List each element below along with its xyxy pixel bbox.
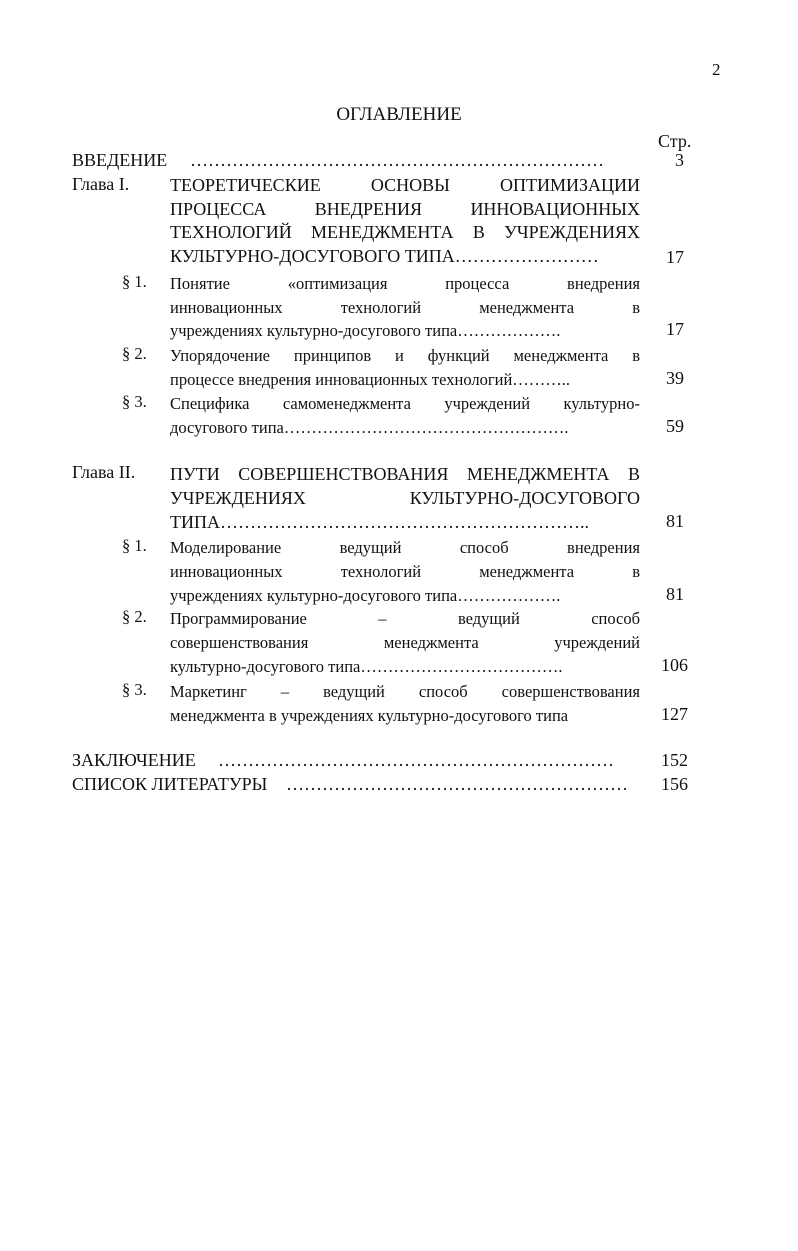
- toc-ch2-s2-page: 106: [661, 655, 688, 675]
- toc-intro-label: ВВЕДЕНИЕ: [72, 150, 168, 170]
- toc-ch2-s3-page: 127: [661, 704, 688, 724]
- toc-ch2-s3-title: [170, 680, 640, 728]
- toc-chapter-1-line: ТЕОРЕТИЧЕСКИЕ ОСНОВЫ ОПТИМИЗАЦИИ: [170, 175, 640, 195]
- toc-references-label: СПИСОК ЛИТЕРАТУРЫ: [72, 774, 268, 794]
- toc-ch1-s1-title: [170, 272, 640, 343]
- toc-ch1-s3-line: Специфика самоменеджмента учреждений культурно-: [170, 394, 640, 413]
- pages-column-header: Стр.: [658, 131, 692, 151]
- toc-ch2-s1-page: 81: [666, 584, 684, 604]
- toc-chapter-1-label: Глава I.: [72, 174, 130, 194]
- toc-ch2-s2-line: совершенствования менеджмента учреждений: [170, 633, 640, 652]
- toc-conclusion-label: ЗАКЛЮЧЕНИЕ: [72, 750, 196, 770]
- toc-ch2-s1-title: [170, 536, 640, 608]
- toc-ch2-s2-title: [170, 607, 640, 679]
- toc-ch2-s1-line: Моделирование ведущий способ внедрения: [170, 538, 640, 557]
- page-number: 2: [712, 60, 721, 79]
- toc-ch1-s2-line: процессе внедрения инновационных технологий………..: [170, 369, 571, 389]
- toc-ch2-s2-line: Программирование – ведущий способ: [170, 609, 640, 628]
- toc-chapter-1-title: [170, 174, 640, 268]
- toc-ch1-s3-page: 59: [666, 416, 684, 436]
- toc-ch1-s3-label: § 3.: [122, 392, 147, 411]
- toc-ch1-s2-line: Упорядочение принципов и функций менеджмента в: [170, 346, 640, 365]
- toc-ch1-s3-title: [170, 392, 640, 439]
- toc-ch1-s1-label: § 1.: [122, 272, 147, 291]
- toc-ch2-s2-line: культурно-досугового типа……………………………….: [170, 657, 563, 676]
- toc-ch2-s1-line: инновационных технологий менеджмента в: [170, 562, 640, 581]
- toc-conclusion-dots: …………………………………………………………: [218, 750, 614, 770]
- toc-chapter-2-line: ПУТИ СОВЕРШЕНСТВОВАНИЯ МЕНЕДЖМЕНТА В: [170, 464, 640, 484]
- toc-chapter-2-title: [170, 462, 640, 534]
- toc-chapter-1-line: КУЛЬТУРНО-ДОСУГОВОГО ТИПА……………………: [170, 245, 599, 266]
- toc-ch1-s1-line: инновационных технологий менеджмента в: [170, 297, 640, 317]
- toc-conclusion-page: 152: [661, 750, 688, 770]
- toc-ch2-s1-label: § 1.: [122, 536, 147, 555]
- toc-references-page: 156: [661, 774, 688, 794]
- toc-chapter-2-page: 81: [666, 511, 684, 531]
- toc-intro-dots: ……………………………………………………………: [190, 150, 604, 170]
- toc-references-dots: …………………………………………………: [286, 774, 628, 794]
- toc-ch2-s3-line: менеджмента в учреждениях культурно-досугового типа: [170, 706, 569, 725]
- toc-ch1-s2-page: 39: [666, 368, 684, 388]
- toc-chapter-2-line: УЧРЕЖДЕНИЯХ КУЛЬТУРНО-ДОСУГОВОГО: [170, 488, 640, 508]
- toc-intro-page: 3: [675, 150, 684, 170]
- toc-ch1-s1-line: Понятие «оптимизация процесса внедрения: [170, 274, 640, 293]
- toc-ch1-s1-page: 17: [666, 319, 684, 339]
- toc-ch2-s2-label: § 2.: [122, 607, 147, 626]
- toc-ch1-s2-label: § 2.: [122, 344, 147, 363]
- toc-chapter-2-label: Глава II.: [72, 462, 136, 482]
- toc-chapter-2-line: ТИПА……………………………………………………..: [170, 512, 589, 532]
- toc-ch2-s3-line: Маркетинг – ведущий способ совершенствования: [170, 682, 640, 701]
- toc-ch1-s2-title: [170, 344, 640, 391]
- toc-ch2-s1-line: учреждениях культурно-досугового типа……………….: [170, 586, 561, 605]
- toc-chapter-1-page: 17: [666, 247, 684, 267]
- toc-ch1-s1-line: учреждениях культурно-досугового типа……………….: [170, 321, 561, 340]
- page-title: ОГЛАВЛЕНИЕ: [336, 104, 462, 125]
- toc-ch1-s3-line: досугового типа…………………………………………….: [170, 417, 569, 437]
- toc-ch2-s3-label: § 3.: [122, 680, 147, 699]
- toc-chapter-1-line: ТЕХНОЛОГИЙ МЕНЕДЖМЕНТА В УЧРЕЖДЕНИЯХ: [170, 222, 640, 242]
- toc-chapter-1-line: ПРОЦЕССА ВНЕДРЕНИЯ ИННОВАЦИОННЫХ: [170, 198, 640, 219]
